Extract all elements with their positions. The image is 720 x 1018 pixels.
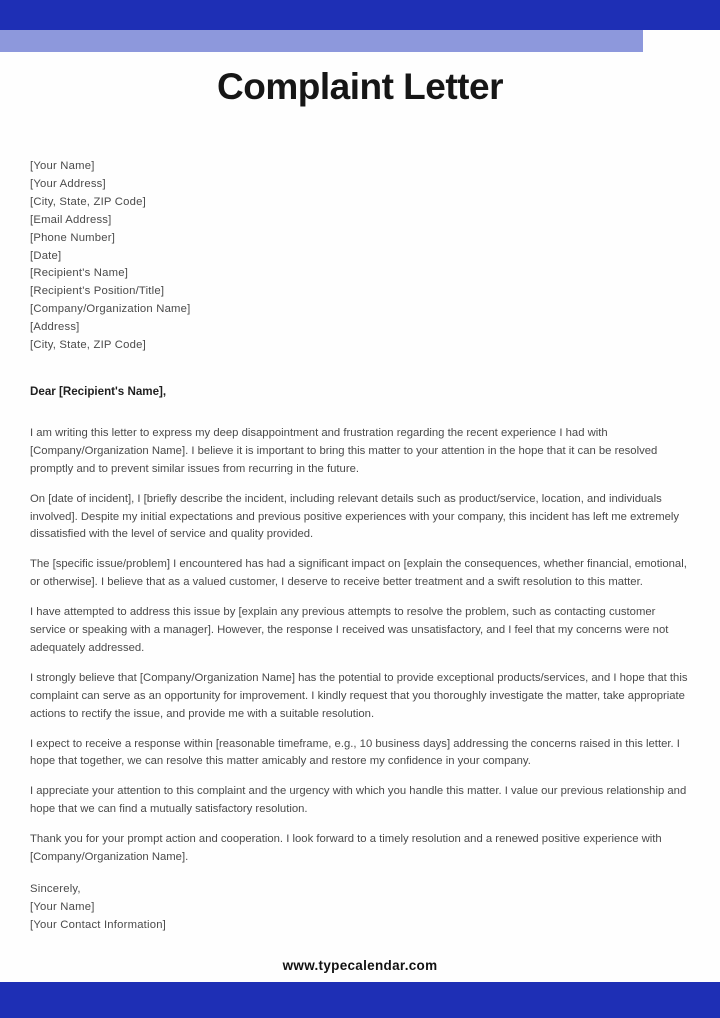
letter-paragraph: The [specific issue/problem] I encountered has had a significant impact on [explain the consequences, whether financial, emotional, or otherwise]. I believe that as a valued customer, I deserve to receive better treatment and a swift resolution to this matter. (30, 558, 687, 589)
address-line: [Phone Number] (30, 231, 116, 244)
address-line: [Your Address] (30, 177, 106, 190)
closing-line: Sincerely, (30, 883, 81, 895)
address-line: [Email Address] (30, 213, 112, 226)
page-title: Complaint Letter (217, 66, 503, 107)
address-line: [Recipient's Name] (30, 267, 129, 280)
letter-paragraph: I am writing this letter to express my deep disappointment and frustration regarding the recent experience I had with [Company/Organization Name]. I believe it is important to bring this matter to your attention in the hope that it can be resolved promptly and to prevent similar issues from recurring in the future. (30, 426, 658, 475)
accent-stripe (0, 30, 643, 52)
letter-paragraph: Thank you for your prompt action and cooperation. I look forward to a timely resolution and a renewed positive experience with [Company/Organization Name]. (30, 833, 662, 864)
letter-paragraph: I strongly believe that [Company/Organization Name] has the potential to provide exceptional products/services, and I hope that this complaint can serve as an opportunity for improvement. I kindly request that you thoroughly investigate the matter, take appropriate actions to rectify the issue, and provide me with a suitable resolution. (30, 671, 688, 720)
letter-paragraph: On [date of incident], I [briefly describe the incident, including relevant details such as product/service, location, and individuals involved]. Despite my initial expectations and previous positive experiences with your company, this incident has left me extremely dissatisfied with the level of service and quality provided. (30, 492, 680, 541)
bottom-footer-bar (0, 982, 720, 1018)
letter-paragraph: I expect to receive a response within [reasonable timeframe, e.g., 10 business days] addressing the concerns raised in this letter. I hope that together, we can resolve this matter amicably and restore my confidence in your company. (30, 737, 680, 768)
closing-line: [Your Contact Information] (30, 918, 167, 931)
address-line: [Date] (30, 249, 62, 262)
address-line: [Address] (30, 321, 80, 334)
letter-body (30, 158, 690, 935)
salutation: Dear [Recipient's Name], (30, 384, 167, 398)
website-footer-link: www.typecalendar.com (282, 958, 438, 973)
top-header-bar (0, 0, 720, 30)
address-line: [Recipient's Position/Title] (30, 285, 165, 298)
address-line: [City, State, ZIP Code] (30, 195, 146, 208)
letter-paragraph: I appreciate your attention to this complaint and the urgency with which you handle this matter. I value our previous relationship and hope that we can find a mutually satisfactory resolution. (30, 785, 687, 816)
address-block (30, 158, 690, 355)
address-line: [City, State, ZIP Code] (30, 339, 146, 352)
closing-block (30, 881, 690, 935)
address-line: [Your Name] (30, 160, 95, 172)
letter-paragraph: I have attempted to address this issue by [explain any previous attempts to resolve the problem, such as contacting customer service or speaking with a manager]. However, the response I received was unsatisfactory, and I feel that my concerns were not adequately addressed. (30, 606, 669, 654)
address-line: [Company/Organization Name] (30, 303, 191, 316)
closing-line: [Your Name] (30, 900, 95, 913)
letter-paragraphs (30, 425, 690, 867)
